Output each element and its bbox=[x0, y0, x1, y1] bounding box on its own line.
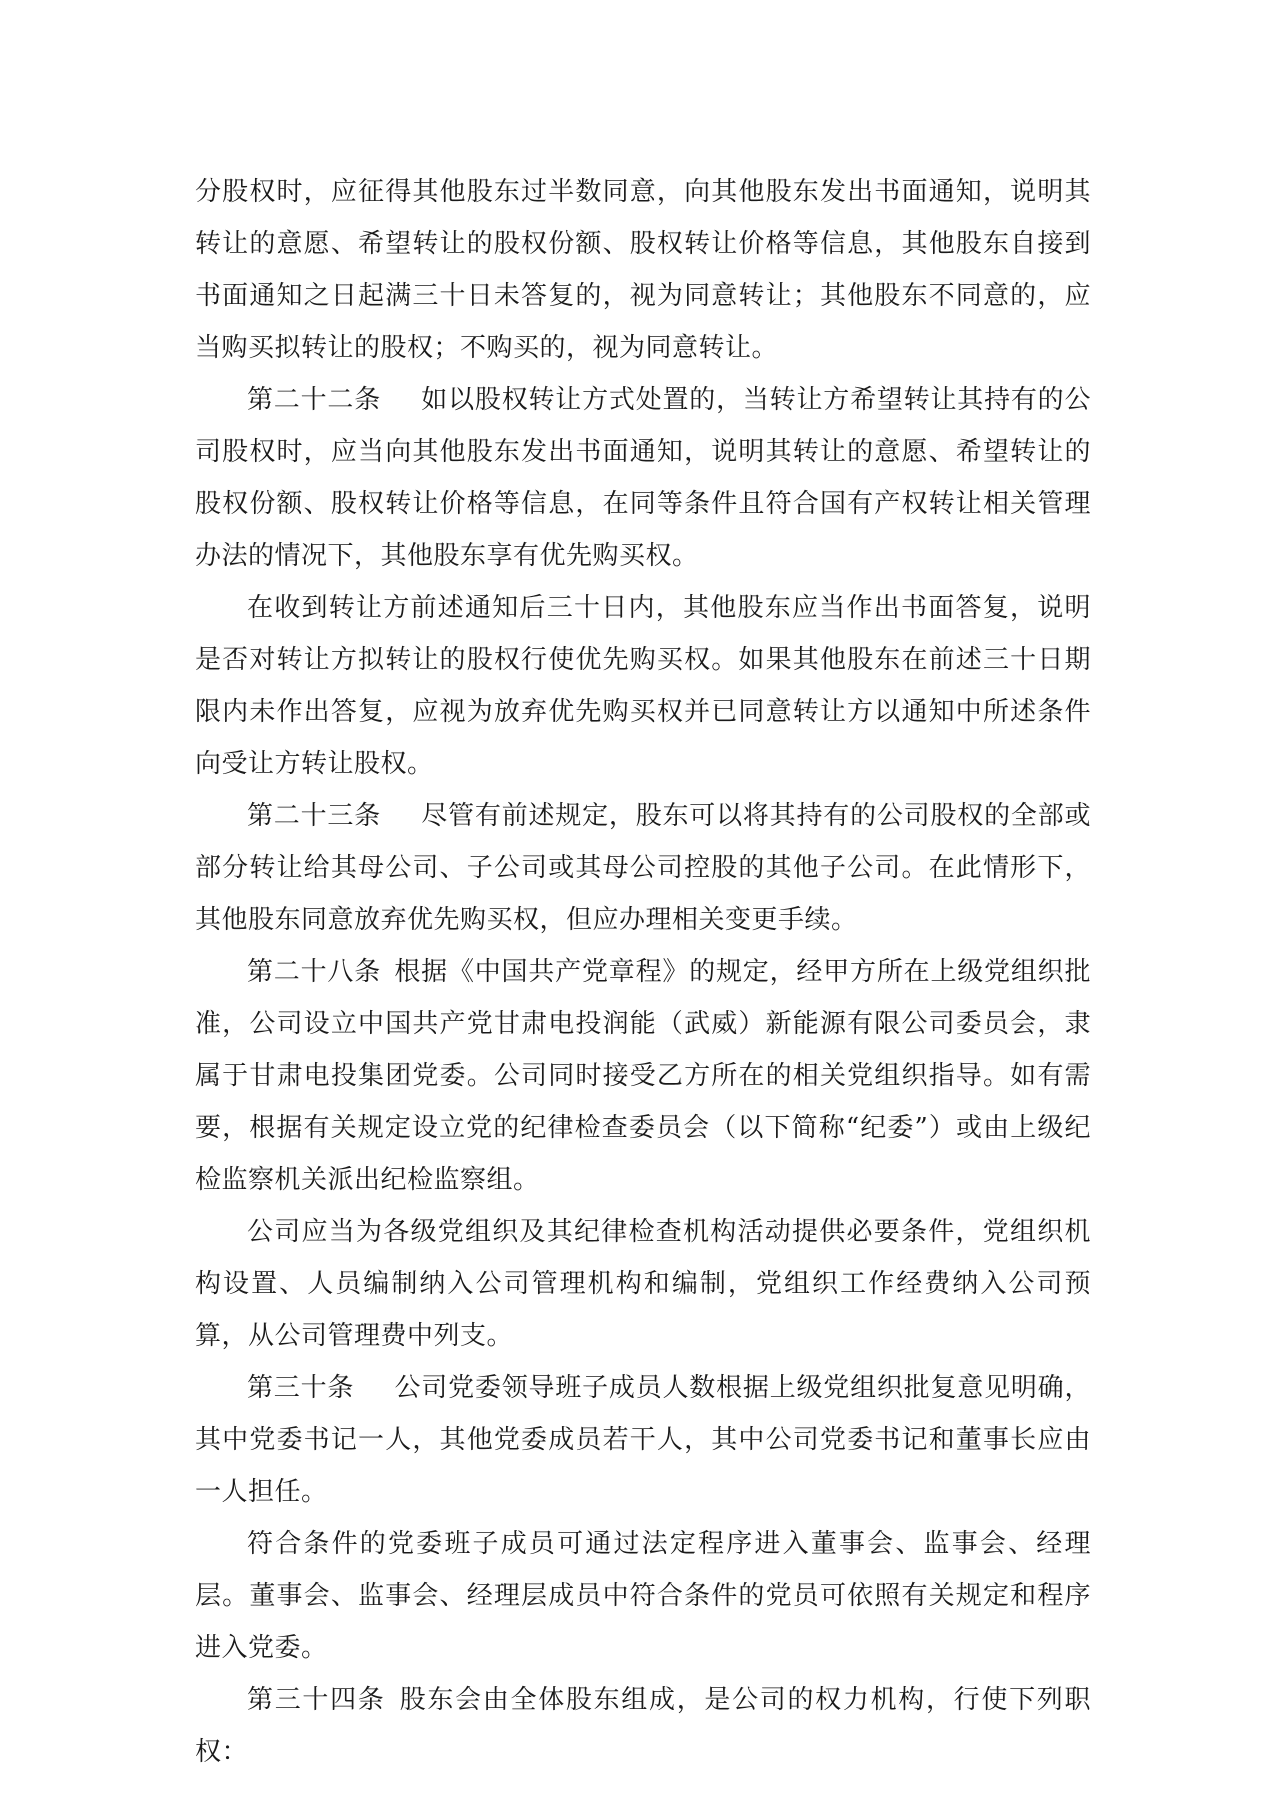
paragraph-text: 分股权时，应征得其他股东过半数同意，向其他股东发出书面通知，说明其转让的意愿、希望转让的股权份额、股权转让价格等信息，其他股东自接到书面通知之日起满三十日未答复的，视为同意转让；其他股东不同意的，应当购买拟转让的股权；不购买的，视为同意转让。 bbox=[195, 177, 1091, 363]
article-number: 第二十八条 bbox=[247, 957, 382, 987]
article-number: 第三十条 bbox=[247, 1373, 355, 1403]
paragraph-text: 符合条件的党委班子成员可通过法定程序进入董事会、监事会、经理层。董事会、监事会、经理层成员中符合条件的党员可依照有关规定和程序进入党委。 bbox=[195, 1529, 1091, 1663]
paragraph-text: 根据《中国共产党章程》的规定，经甲方所在上级党组织批准，公司设立中国共产党甘肃电投润能（武威）新能源有限公司委员会，隶属于甘肃电投集团党委。公司同时接受乙方所在的相关党组织指导。如有需要，根据有关规定设立党的纪律检查委员会（以下简称“纪委”）或由上级纪检监察机关派出纪检监察组。 bbox=[195, 957, 1091, 1195]
paragraph-3 bbox=[195, 582, 1091, 790]
document-page bbox=[195, 166, 1091, 1778]
paragraph-article-30 bbox=[195, 1362, 1091, 1518]
paragraph-text: 在收到转让方前述通知后三十日内，其他股东应当作出书面答复，说明是否对转让方拟转让的股权行使优先购买权。如果其他股东在前述三十日期限内未作出答复，应视为放弃优先购买权并已同意转让方以通知中所述条件向受让方转让股权。 bbox=[195, 593, 1091, 779]
paragraph-text: 尽管有前述规定，股东可以将其持有的公司股权的全部或部分转让给其母公司、子公司或其母公司控股的其他子公司。在此情形下，其他股东同意放弃优先购买权，但应办理相关变更手续。 bbox=[195, 801, 1091, 935]
paragraph-text: 公司党委领导班子成员人数根据上级党组织批复意见明确，其中党委书记一人，其他党委成员若干人，其中公司党委书记和董事长应由一人担任。 bbox=[195, 1373, 1091, 1507]
paragraph-article-34 bbox=[195, 1674, 1091, 1778]
paragraph-8 bbox=[195, 1518, 1091, 1674]
paragraph-6 bbox=[195, 1206, 1091, 1362]
paragraph-article-22 bbox=[195, 374, 1091, 582]
paragraph-article-23 bbox=[195, 790, 1091, 946]
paragraph-text: 公司应当为各级党组织及其纪律检查机构活动提供必要条件，党组织机构设置、人员编制纳入公司管理机构和编制，党组织工作经费纳入公司预算，从公司管理费中列支。 bbox=[195, 1217, 1091, 1351]
paragraph-1 bbox=[195, 166, 1091, 374]
article-number: 第二十二条 bbox=[247, 385, 381, 415]
article-number: 第三十四条 bbox=[247, 1685, 386, 1715]
article-number: 第二十三条 bbox=[247, 801, 381, 831]
paragraph-text: 如以股权转让方式处置的，当转让方希望转让其持有的公司股权时，应当向其他股东发出书面通知，说明其转让的意愿、希望转让的股权份额、股权转让价格等信息，在同等条件且符合国有产权转让相关管理办法的情况下，其他股东享有优先购买权。 bbox=[195, 385, 1091, 571]
paragraph-text: 股东会由全体股东组成，是公司的权力机构，行使下列职权： bbox=[195, 1685, 1091, 1767]
paragraph-article-28 bbox=[195, 946, 1091, 1206]
